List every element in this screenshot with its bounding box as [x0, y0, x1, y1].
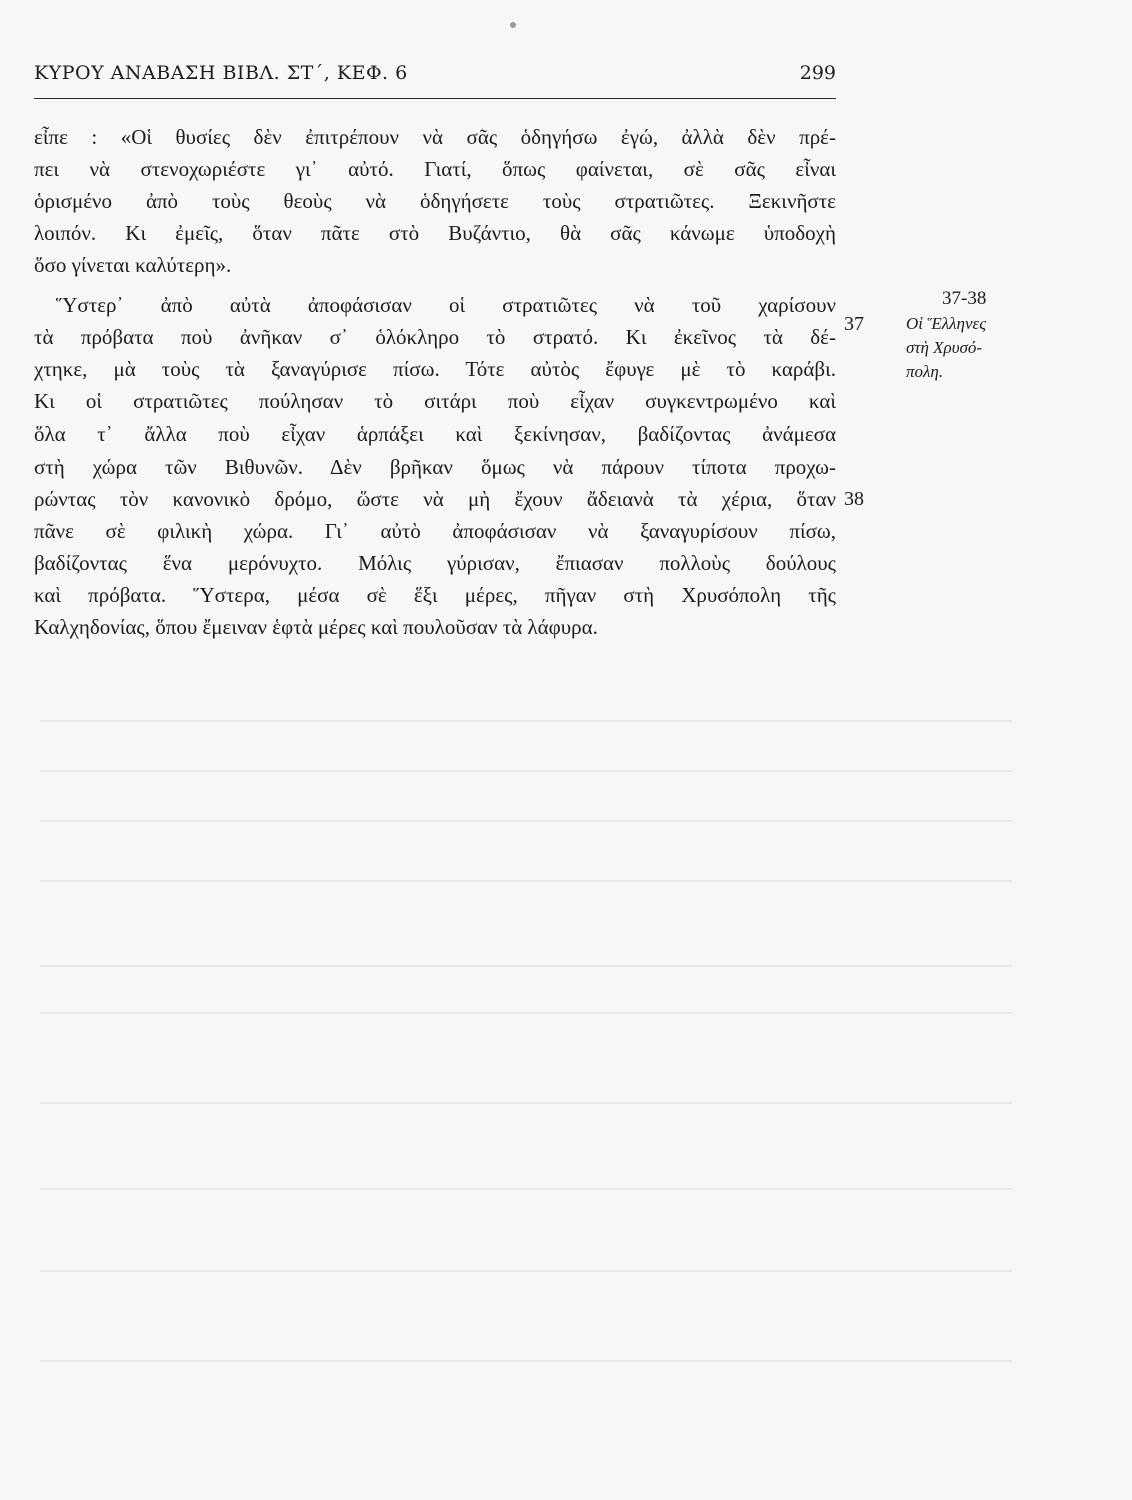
- text-line: βαδίζοντας ἕνα μερόνυχτο. Μόλις γύρισαν, ἔπιασαν πολλοὺς δούλους: [34, 551, 836, 575]
- text-line: στὴ χώρα τῶν Βιθυνῶν. Δὲν βρῆκαν ὅμως νὰ πάρουν τίποτα προχω-: [34, 455, 836, 479]
- text-line: ὅλα τ᾽ ἄλλα ποὺ εἶχαν ἁρπάξει καὶ ξεκίνησαν, βαδίζοντας ἀνάμεσα: [34, 422, 836, 446]
- text-line: εἶπε : «Οἱ θυσίες δὲν ἐπιτρέπουν νὰ σᾶς ὁδηγήσω ἐγώ, ἀλλὰ δὲν πρέ-: [34, 125, 836, 149]
- page-number: 299: [799, 62, 836, 84]
- text-line: χτηκε, μὰ τοὺς τὰ ξαναγύρισε πίσω. Τότε αὐτὸς ἔφυγε μὲ τὸ καράβι.: [34, 357, 836, 381]
- margin-note-range: 37-38: [942, 288, 987, 309]
- bleed-through-line: [40, 1012, 1012, 1014]
- text-line: τὰ πρόβατα ποὺ ἀνῆκαν σ᾽ ὁλόκληρο τὸ στρατό. Κι ἐκεῖνος τὰ δέ-: [34, 325, 836, 349]
- margin-note-title-line: στὴ Χρυσό-: [906, 338, 983, 357]
- text-line: Καλχηδονίας, ὅπου ἔμειναν ἑφτὰ μέρες καὶ πουλοῦσαν τὰ λάφυρα.: [34, 615, 598, 639]
- bleed-through-line: [40, 880, 1012, 882]
- bleed-through-line: [40, 1188, 1012, 1190]
- margin-note-title-line: πολη.: [906, 362, 944, 381]
- text-line: λοιπόν. Κι ἐμεῖς, ὅταν πᾶτε στὸ Βυζάντιο, θὰ σᾶς κάνωμε ὑποδοχὴ: [34, 221, 836, 245]
- bleed-through-line: [40, 720, 1012, 722]
- text-line: ὅσο γίνεται καλύτερη».: [34, 253, 232, 277]
- text-line: ὁρισμένο ἀπὸ τοὺς θεοὺς νὰ ὁδηγήσετε τοὺς στρατιῶτες. Ξεκινῆστε: [34, 189, 836, 213]
- bleed-through-line: [40, 965, 1012, 967]
- bleed-through-line: [40, 770, 1012, 772]
- running-head: ΚΥΡΟΥ ΑΝΑΒΑΣΗ ΒΙΒΛ. ΣΤ΄, ΚΕΦ. 6: [34, 62, 408, 84]
- section-number: 38: [844, 488, 864, 510]
- text-line: πᾶνε σὲ φιλικὴ χώρα. Γι᾽ αὐτὸ ἀποφάσισαν νὰ ξαναγυρίσουν πίσω,: [34, 519, 836, 543]
- text-line: πει νὰ στενοχωριέστε γι᾽ αὐτό. Γιατί, ὅπως φαίνεται, σὲ σᾶς εἶναι: [34, 157, 836, 181]
- text-line: καὶ πρόβατα. Ὕστερα, μέσα σὲ ἕξι μέρες, πῆγαν στὴ Χρυσόπολη τῆς: [34, 583, 836, 607]
- bleed-through-line: [40, 1360, 1012, 1362]
- page-header: [34, 62, 836, 99]
- margin-note: [906, 286, 1046, 384]
- text-line: ρώντας τὸν κανονικὸ δρόμο, ὥστε νὰ μὴ ἔχουν ἄδειανὰ τὰ χέρια, ὅταν: [34, 487, 836, 511]
- bleed-through-line: [40, 1102, 1012, 1104]
- bleed-through-line: [40, 820, 1012, 822]
- text-line: Ὕστερ᾽ ἀπὸ αὐτὰ ἀποφάσισαν οἱ στρατιῶτες νὰ τοῦ χαρίσουν: [56, 293, 836, 317]
- section-number: 37: [844, 313, 864, 335]
- margin-note-title-line: Οἱ Ἕλληνες: [906, 314, 987, 333]
- bleed-through-line: [40, 1270, 1012, 1272]
- ink-speck: [510, 22, 516, 28]
- text-line: Κι οἱ στρατιῶτες πούλησαν τὸ σιτάρι ποὺ εἶχαν συγκεντρωμένο καὶ: [34, 389, 836, 413]
